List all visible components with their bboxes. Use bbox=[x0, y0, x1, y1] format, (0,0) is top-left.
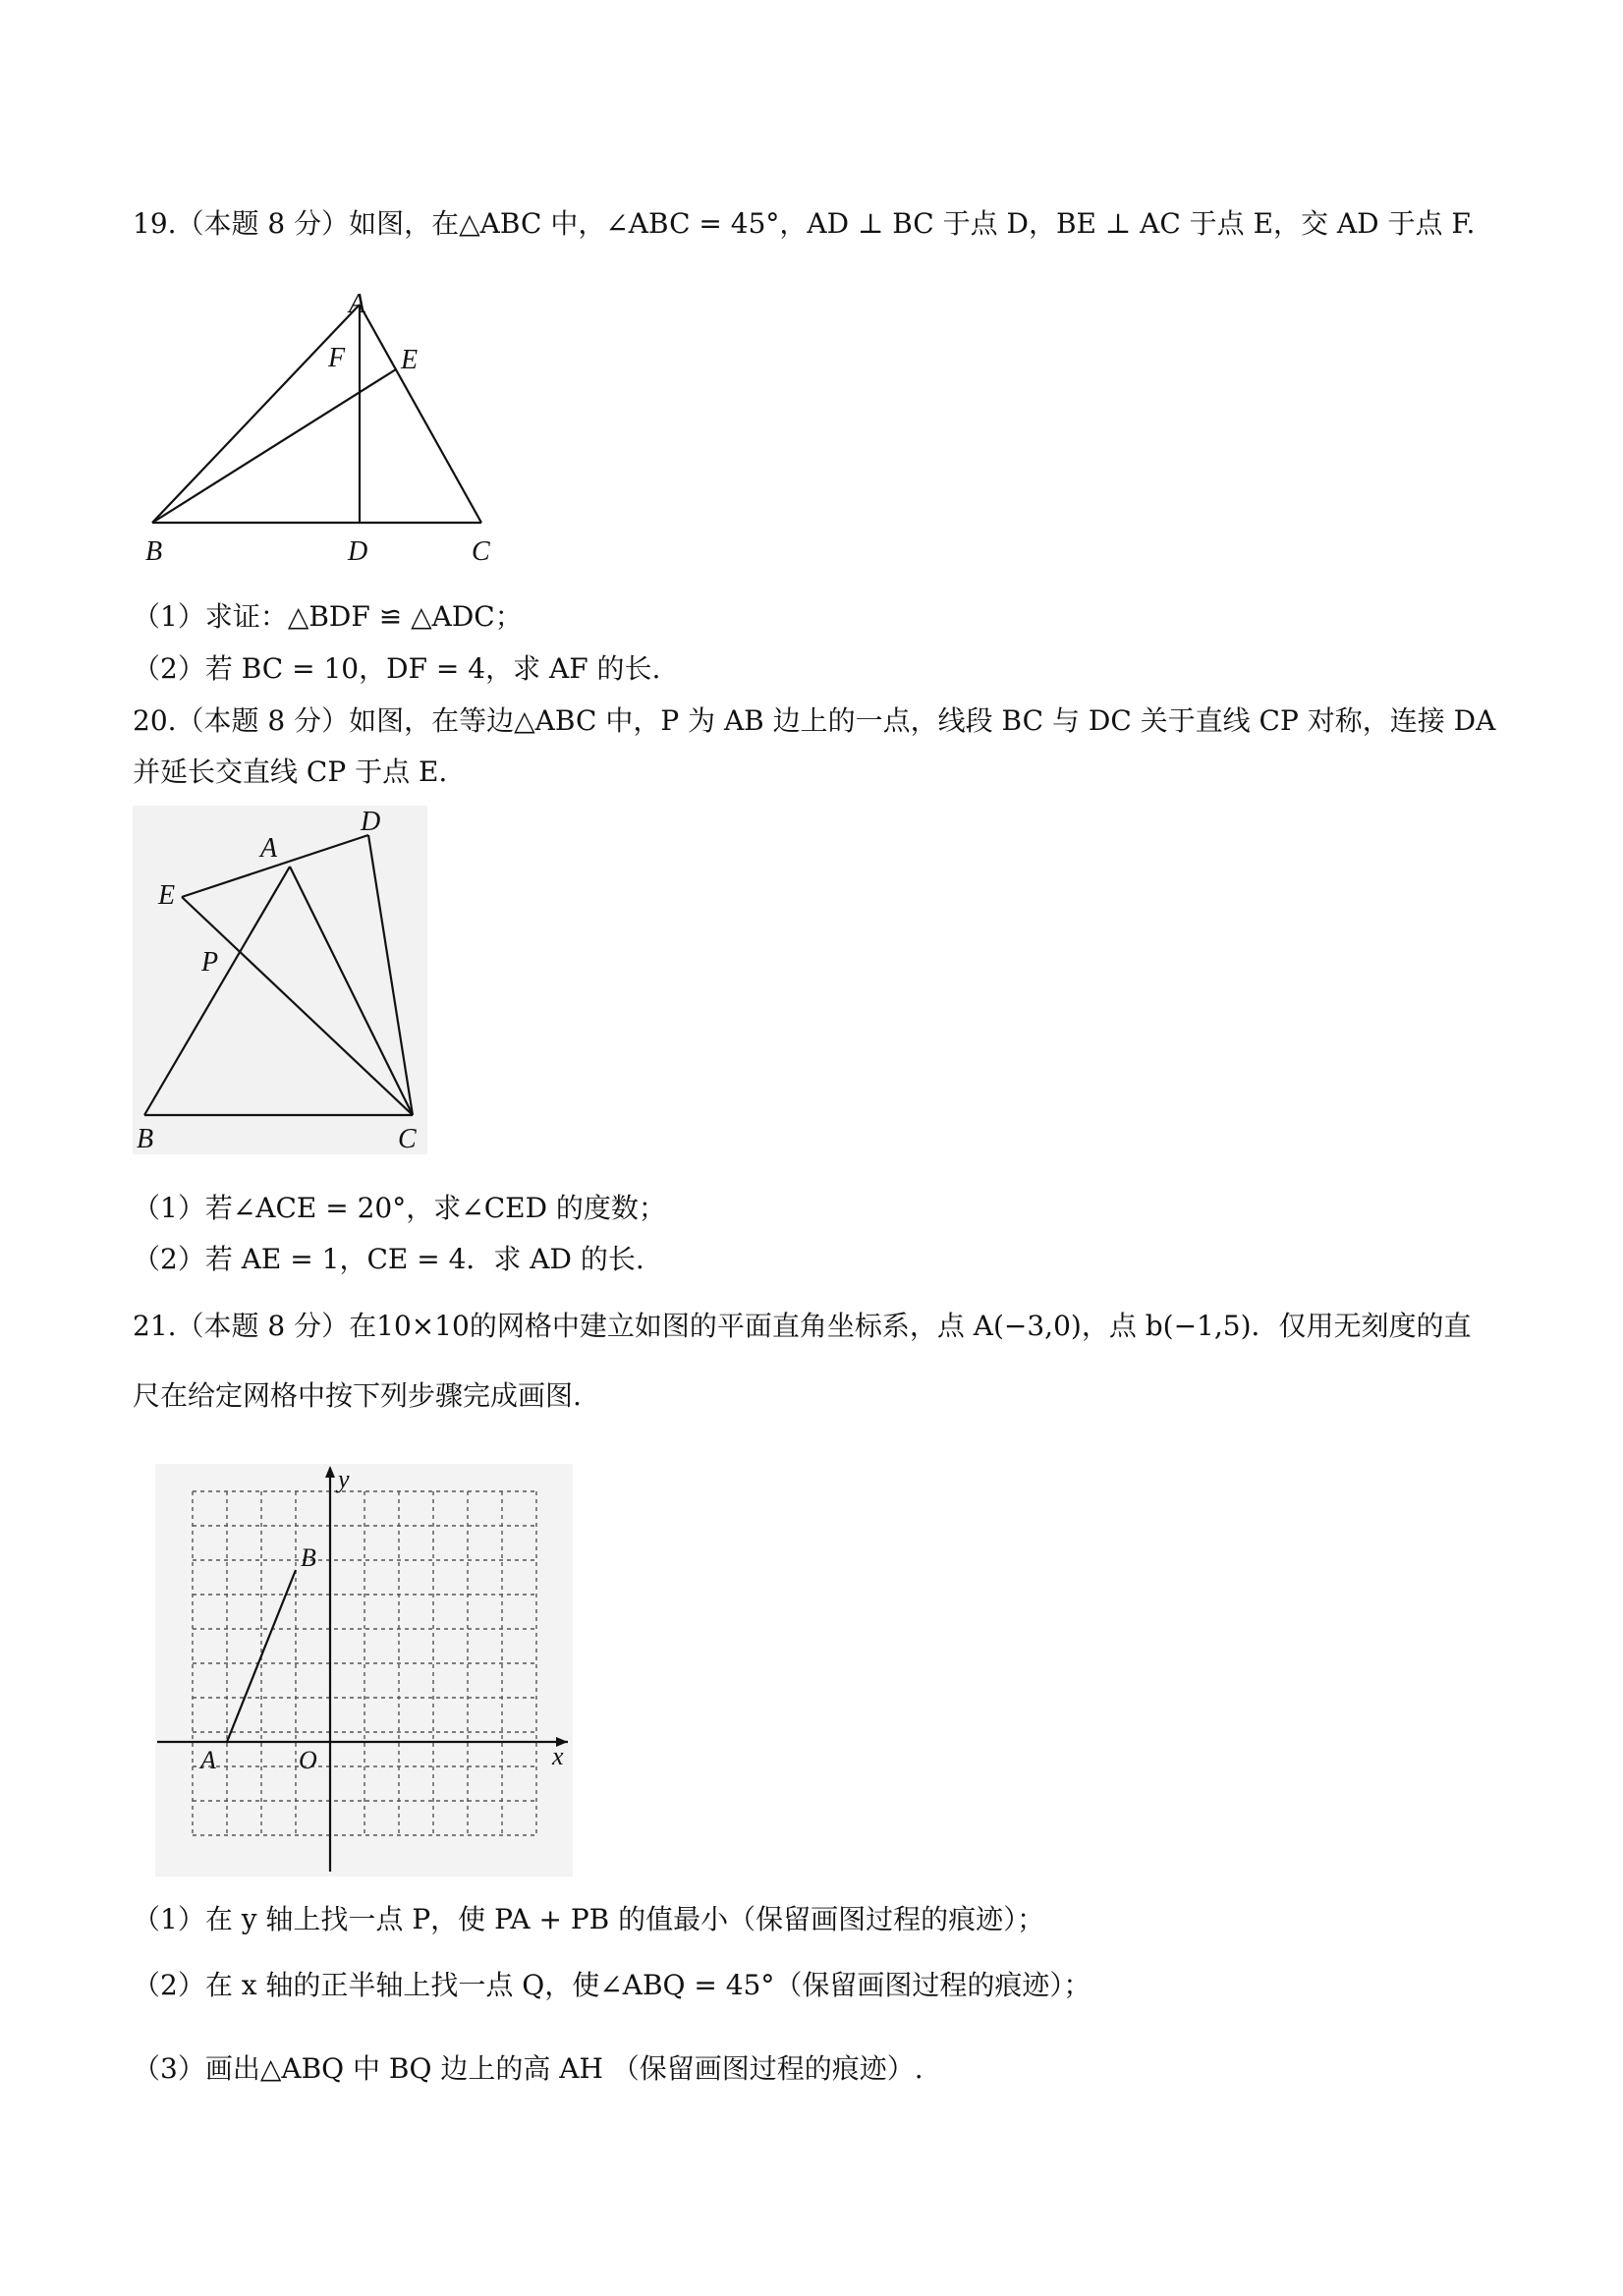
q21-part1: （1）在 y 轴上找一点 P，使 PA + PB 的值最小（保留画图过程的痕迹）； bbox=[133, 1903, 1045, 1935]
label-B: B bbox=[301, 1543, 316, 1572]
label-A: A bbox=[260, 833, 278, 864]
q19-part2: （2）若 BC = 10，DF = 4，求 AF 的长. bbox=[133, 652, 661, 685]
segment-AC bbox=[290, 867, 413, 1115]
q21-grid-figure bbox=[155, 1464, 573, 1876]
q20-equilateral-figure bbox=[133, 806, 427, 1154]
segment-AB bbox=[152, 305, 360, 523]
q19-triangle-figure bbox=[138, 285, 511, 580]
label-D: D bbox=[361, 807, 381, 837]
label-B: B bbox=[137, 1124, 154, 1154]
label-D: D bbox=[348, 536, 368, 567]
q20-stem-line2: 并延长交直线 CP 于点 E. bbox=[133, 756, 448, 788]
segment-AC bbox=[360, 305, 481, 523]
segment-EC bbox=[182, 897, 413, 1115]
label-C: C bbox=[472, 536, 490, 567]
label-A: A bbox=[200, 1746, 216, 1774]
q20-part2: （2）若 AE = 1，CE = 4．求 AD 的长. bbox=[133, 1243, 644, 1275]
q20-part1: （1）若∠ACE = 20°，求∠CED 的度数； bbox=[133, 1192, 666, 1224]
label-y: y bbox=[338, 1465, 350, 1493]
q20-stem-line1: 20.（本题 8 分）如图，在等边△ABC 中，P 为 AB 边上的一点，线段 BC 与 DC 关于直线 CP 对称，连接 DA bbox=[133, 704, 1496, 737]
q19-part1: （1）求证：△BDF ≌ △ADC； bbox=[133, 600, 523, 633]
label-F: F bbox=[328, 343, 346, 373]
label-B: B bbox=[145, 536, 163, 567]
label-x: x bbox=[552, 1742, 564, 1770]
q21-stem-line2: 尺在给定网格中按下列步骤完成画图. bbox=[133, 1379, 582, 1412]
q19-stem: 19.（本题 8 分）如图，在△ABC 中，∠ABC = 45°，AD ⊥ BC 于点 D，BE ⊥ AC 于点 E，交 AD 于点 F. bbox=[133, 207, 1476, 240]
label-C: C bbox=[398, 1124, 417, 1154]
label-P: P bbox=[201, 947, 219, 978]
q21-stem-line1: 21.（本题 8 分）在10×10的网格中建立如图的平面直角坐标系，点 A(−3,0)，点 b(−1,5)．仅用无刻度的直 bbox=[133, 1310, 1472, 1342]
label-A: A bbox=[349, 289, 366, 319]
q21-part3: （3）画出△ABQ 中 BQ 边上的高 AH （保留画图过程的痕迹）. bbox=[133, 2052, 923, 2085]
label-E: E bbox=[401, 345, 419, 375]
segment-DC bbox=[368, 835, 413, 1115]
q21-part2: （2）在 x 轴的正半轴上找一点 Q，使∠ABQ = 45°（保留画图过程的痕迹）； bbox=[133, 1969, 1091, 2001]
label-E: E bbox=[158, 880, 176, 911]
label-O: O bbox=[299, 1746, 317, 1774]
y-axis-arrow-icon bbox=[325, 1466, 335, 1478]
